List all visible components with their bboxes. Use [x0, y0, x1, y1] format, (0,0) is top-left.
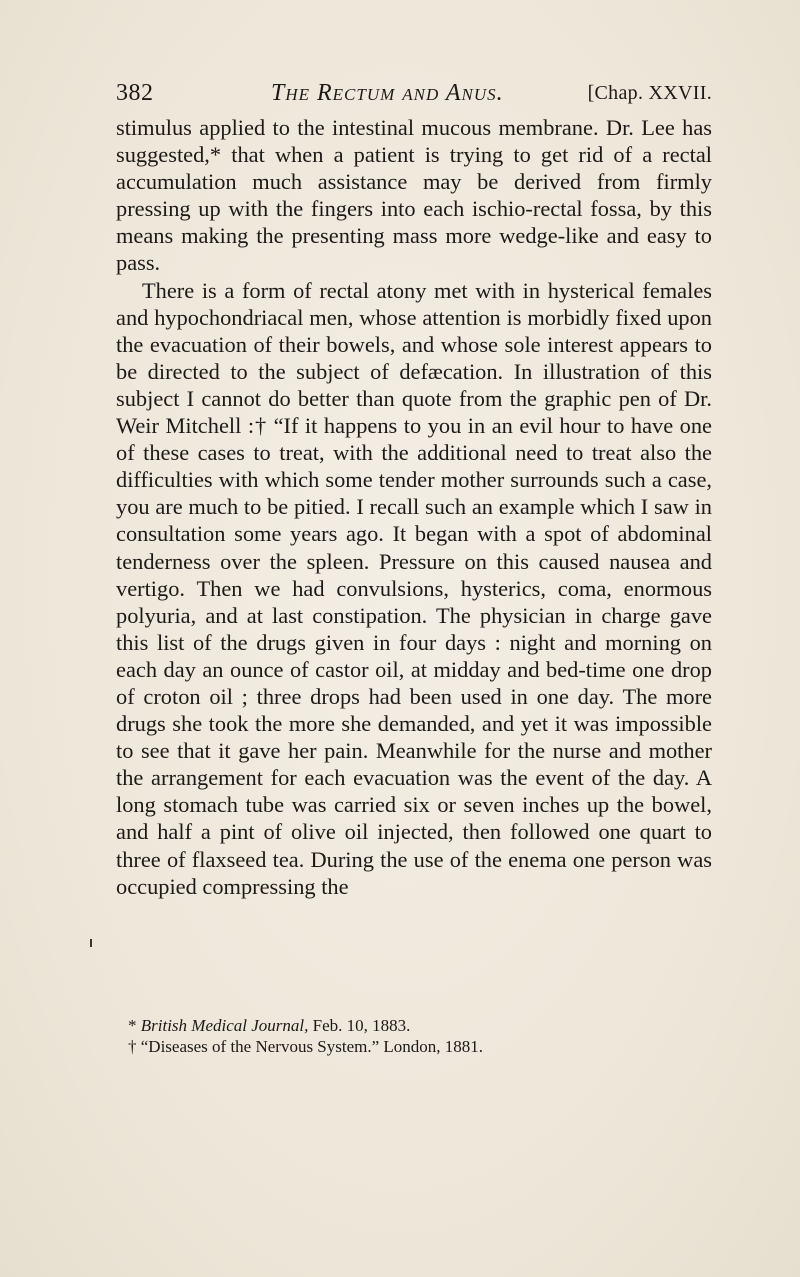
chapter-reference: [Chap. XXVII.: [587, 82, 712, 104]
footnote-2: [128, 1036, 712, 1057]
body-text: [116, 114, 712, 900]
footnote-1-mark: *: [128, 1016, 141, 1035]
paragraph-rectal-atony: There is a form of rectal atony met with in hysterical females and hypochondriacal men, whose attention is morbidly fixed upon the evacuation of their bowels, and whose sole interest appears to be directed to the subject of defæcation. In illustration of this subject I cannot do better than quote from the graphic pen of Dr. Weir Mitchell :† “If it happens to you in an evil hour to have one of these cases to treat, with the additional need to treat also the difficulties with which some tender mother surrounds such a case, you are much to be pitied. I recall such an example which I saw in consultation some years ago. It began with a spot of abdominal tenderness over the spleen. Pressure on this caused nausea and vertigo. Then we had convulsions, hysterics, coma, enormous polyuria, and at last constipation. The physician in charge gave this list of the drugs given in four days : night and morning on each day an ounce of castor oil, at midday and bed-time one drop of croton oil ; three drops had been used in one day. The more drugs she took the more she demanded, and yet it was impossible to see that it gave her pain. Meanwhile for the nurse and mother the arrangement for each evacuation was the event of the day. A long stomach tube was carried six or seven inches up the bowel, and half a pint of olive oil injected, then followed one quart to three of flaxseed tea. During the use of the enema one person was occupied compressing the: [116, 277, 712, 899]
margin-mark: [90, 939, 92, 947]
footnote-2-mark: †: [128, 1037, 141, 1056]
running-title: The Rectum and Anus.: [271, 80, 504, 106]
paragraph-continuation: stimulus applied to the intestinal mucous membrane. Dr. Lee has suggested,* that when a patient is trying to get rid of a rectal accumulation much assistance may be derived from firmly pressing up with the fingers into each ischio-rectal fossa, by this means making the presenting mass more wedge-like and easy to pass.: [116, 115, 712, 276]
footnote-2-source: “Diseases of the Nervous System.” London, 1881.: [140, 1037, 484, 1056]
footnote-1-date: Feb. 10, 1883.: [308, 1016, 411, 1035]
page-header: [116, 80, 712, 110]
footnote-1-journal: British Medical Journal,: [140, 1016, 309, 1035]
footnote-1: [128, 1015, 712, 1036]
page-number: 382: [116, 80, 154, 106]
footnotes: [128, 1015, 712, 1057]
